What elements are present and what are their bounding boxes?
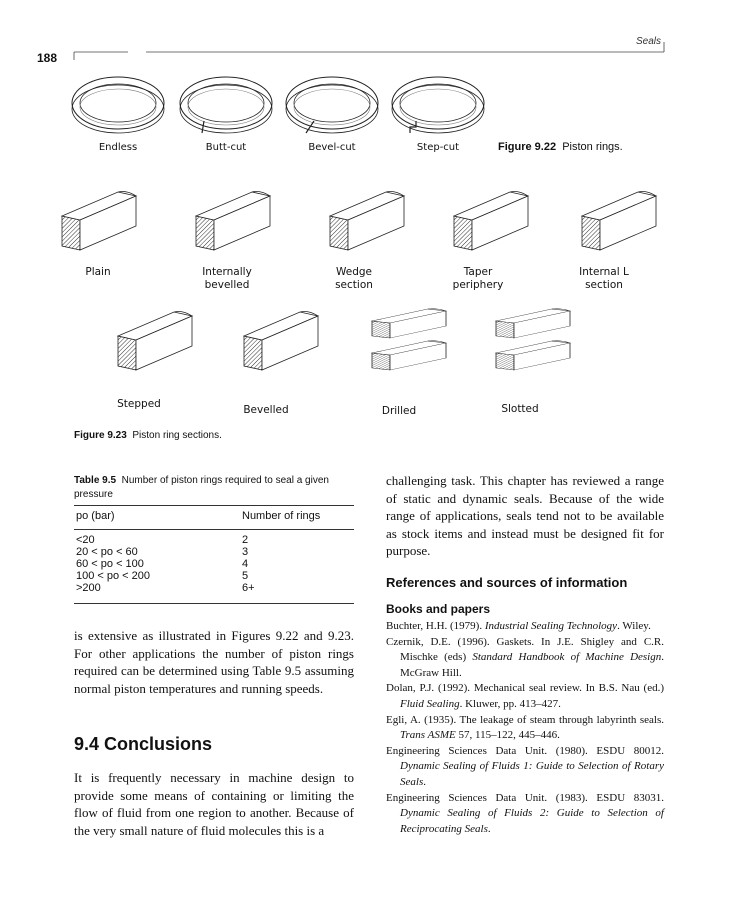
section-label: Bevelled <box>243 404 289 416</box>
ring-bevel-cut <box>286 77 378 133</box>
right-paragraph: challenging task. This chapter has reviewed a range of static and dynamic seals. Because of the wide range of applications, seals tend not to be available as stock items and instead must be designed fit for purpose. <box>386 473 664 558</box>
table-header-rings: Number of rings <box>242 510 321 522</box>
ring-label: Bevel-cut <box>308 142 356 153</box>
section-label: Wedge section <box>335 266 373 291</box>
header-rules <box>0 0 737 70</box>
reference-item: Engineering Sciences Data Unit. (1983). ESDU 83031. Dynamic Sealing of Fluids 2: Guide to Selection of Reciprocating Seals. <box>386 791 664 835</box>
section-heading: 9.4 Conclusions <box>74 734 213 754</box>
table-row: 100 < po < 200 5 <box>76 570 249 582</box>
section-label: Internal L section <box>579 266 629 291</box>
reference-item: Buchter, H.H. (1979). Industrial Sealing Technology. Wiley. <box>386 620 651 632</box>
table-row: 60 < po < 100 4 <box>76 558 249 570</box>
section-label: Internally bevelled <box>202 266 252 291</box>
section-label: Taper periphery <box>452 266 504 291</box>
figure-9-23-caption: Figure 9.23 Piston ring sections. <box>74 430 222 441</box>
left-paragraph-2: It is frequently necessary in machine design to provide some means of containing or limiting the flow of fluid from one region to another. Because of the very small nature of fluid molecules this is a <box>74 770 354 838</box>
ring-endless <box>72 77 164 133</box>
ring-label: Butt-cut <box>205 142 247 153</box>
ring-butt-cut <box>180 77 272 133</box>
section-bevelled <box>244 312 318 371</box>
section-plain <box>62 192 136 251</box>
figure-9-22-caption: Figure 9.22 Piston rings. <box>498 141 623 153</box>
table-row: >200 6+ <box>76 582 255 594</box>
table-caption: Table 9.5 Number of piston rings required to seal a given pressure <box>74 475 329 500</box>
reference-item: Dolan, P.J. (1992). Mechanical seal review. In B.S. Nau (ed.) Fluid Sealing. Kluwer, pp. 413–427. <box>386 682 664 710</box>
table-header-pressure: po (bar) <box>76 510 115 522</box>
section-label: Slotted <box>501 403 539 415</box>
ring-label: Step-cut <box>416 142 460 153</box>
page-number: 188 <box>37 51 58 65</box>
piston-rings-figure <box>0 70 737 140</box>
ring-step-cut <box>392 77 484 133</box>
section-wedge <box>330 192 404 251</box>
references-list <box>386 619 664 837</box>
section-label: Stepped <box>117 398 161 410</box>
section-drilled <box>372 309 446 370</box>
section-stepped <box>118 312 192 371</box>
reference-item: Engineering Sciences Data Unit. (1980). ESDU 80012. Dynamic Sealing of Fluids 1: Guide to Selection of Rotary Seals. <box>386 744 664 788</box>
section-label: Drilled <box>381 405 417 417</box>
section-internally-bevelled <box>196 192 270 251</box>
left-paragraph-1: is extensive as illustrated in Figures 9.22 and 9.23. For other applications the number of piston rings required can be determined using Table 9.5 assuming normal piston temperatures and running speeds. <box>74 628 354 696</box>
books-papers-heading: Books and papers <box>386 602 491 616</box>
ring-sections-figure <box>0 180 737 420</box>
table-header-row <box>74 511 354 523</box>
section-slotted <box>496 309 570 370</box>
reference-item: Egli, A. (1935). The leakage of steam through labyrinth seals. Trans ASME 57, 115–122, 445–446. <box>386 713 664 742</box>
reference-item: Czernik, D.E. (1996). Gaskets. In J.E. Shigley and C.R. Mischke (eds) Standard Handbook of Machine Design. McGraw Hill. <box>386 635 664 679</box>
section-taper-periphery <box>454 192 528 251</box>
table-row: 20 < po < 60 3 <box>76 546 249 558</box>
references-heading: References and sources of information <box>386 575 628 590</box>
running-head: Seals <box>635 36 661 47</box>
ring-label: Endless <box>98 142 138 153</box>
section-internal-l <box>582 192 656 251</box>
section-label: Plain <box>85 266 111 278</box>
table-row: <20 2 <box>76 534 249 546</box>
